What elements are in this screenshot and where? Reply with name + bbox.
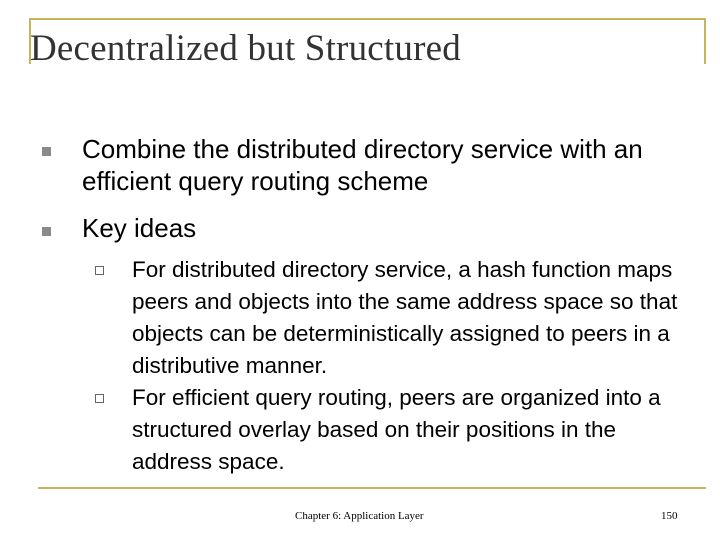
frame-line-top xyxy=(29,18,706,20)
footer-chapter: Chapter 6: Application Layer xyxy=(295,510,424,522)
bullet-text: Combine the distributed directory service with an efficient query routing scheme xyxy=(82,134,643,196)
frame-line-right xyxy=(704,18,706,64)
slide-title: Decentralized but Structured xyxy=(30,28,461,69)
bullet-text: Key ideas xyxy=(82,213,197,243)
square-bullet-icon xyxy=(42,147,51,156)
subbullet-text: For efficient query routing, peers are organized into a structured overlay based on their positions in the address space. xyxy=(132,385,661,474)
hollow-square-bullet-icon xyxy=(95,266,104,275)
square-bullet-icon xyxy=(42,227,51,236)
hollow-square-bullet-icon xyxy=(95,394,104,403)
frame-line-bottom xyxy=(38,487,706,489)
footer-page-number: 150 xyxy=(661,510,678,522)
subbullet-text: For distributed directory service, a hash function maps peers and objects into the same address space so that objects can be deterministically assigned to peers in a distributive manner. xyxy=(132,257,678,378)
